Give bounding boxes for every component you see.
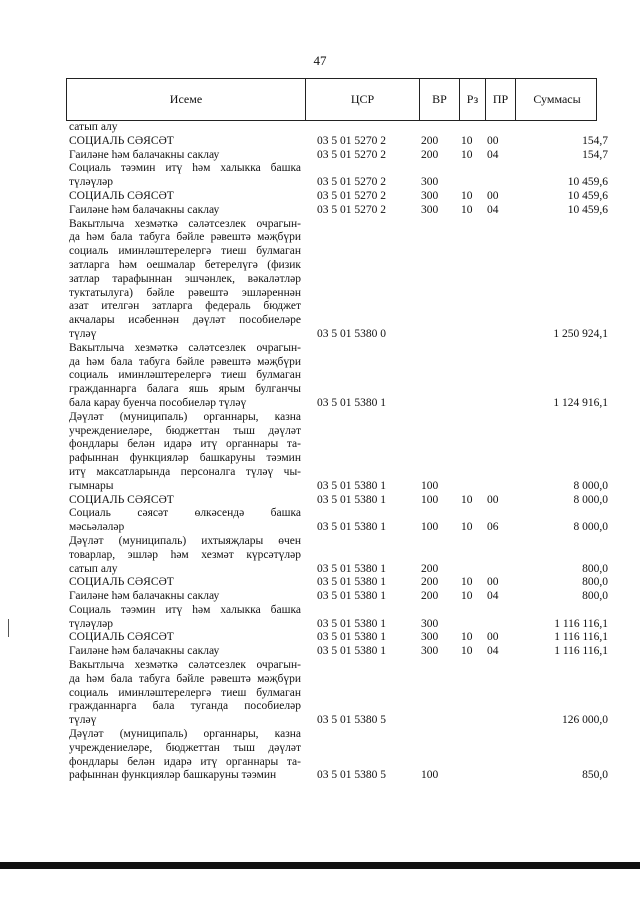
row-csr: 03 5 01 5380 1 <box>317 521 386 534</box>
row-name-line: гражданнарга балага яшь ярым булганчы <box>69 383 301 396</box>
row-name-line: Вакытлыча хезмәткә сәләтсезлек очрагын- <box>69 341 301 354</box>
row-name-line: фондлары белән идарә итү органнары та- <box>69 438 301 451</box>
row-name <box>69 494 301 508</box>
row-sum: 10 459,6 <box>567 176 608 189</box>
row-name-line: Дәүләт (муниципаль) органнары, казна <box>69 410 301 423</box>
row-rz: 10 <box>461 493 473 506</box>
row-sum: 8 000,0 <box>573 479 608 492</box>
row-name-line: Гаиләне һәм балачакны саклау <box>69 590 220 603</box>
row-name <box>69 535 301 576</box>
row-pr: 04 <box>487 203 499 216</box>
row-vr <box>421 328 461 342</box>
row-csr: 03 5 01 5270 2 <box>317 148 386 161</box>
row-csr: 03 5 01 5270 2 <box>317 134 386 147</box>
row-name-line: Гаиләне һәм балачакны саклау <box>69 148 220 161</box>
row-pr: 04 <box>487 645 499 658</box>
row-vr: 100 <box>421 521 439 534</box>
row-csr: 03 5 01 5380 5 <box>317 769 386 782</box>
row-name <box>69 218 301 342</box>
row-name <box>69 121 301 135</box>
table-row <box>0 631 640 645</box>
row-pr <box>487 563 517 577</box>
row-csr: 03 5 01 5270 2 <box>317 203 386 216</box>
row-name <box>69 411 301 494</box>
row-rz: 10 <box>461 203 473 216</box>
row-name-line: Социаль тәэмин итү һәм халыкка башка <box>69 603 301 616</box>
header-vr: ВР <box>419 79 459 120</box>
row-name <box>69 728 301 783</box>
row-rz <box>461 328 487 342</box>
row-rz: 10 <box>461 148 473 161</box>
row-vr <box>421 397 461 411</box>
row-name-line: СОЦИАЛЬ СӘЯСӘТ <box>69 493 174 506</box>
header-name: Исеме <box>169 92 203 106</box>
header-csr: ЦСР <box>305 79 419 120</box>
row-name-line: учреждениеләре, бюджеттан тыш дәүләт <box>69 424 301 437</box>
row-name-line: Дәүләт (муниципаль) ихтыяҗлары өчен <box>69 534 301 547</box>
row-name-line: СОЦИАЛЬ СӘЯСӘТ <box>69 134 174 147</box>
row-name-line: да һәм бала табуга бәйле рәвештә мәҗбүри <box>69 672 301 685</box>
row-vr: 300 <box>421 645 439 658</box>
row-vr: 300 <box>421 189 439 202</box>
table-row <box>0 190 640 204</box>
scan-bottom-band <box>0 862 640 869</box>
row-pr: 06 <box>487 521 499 534</box>
row-name-line: Дәүләт (муниципаль) органнары, казна <box>69 728 301 741</box>
row-csr: 03 5 01 5380 1 <box>317 645 386 658</box>
row-name <box>69 342 301 411</box>
row-name-line: сатып алу <box>69 121 118 133</box>
table-row <box>0 411 640 494</box>
table-row <box>0 342 640 411</box>
table-row <box>0 659 640 728</box>
table-row <box>0 149 640 163</box>
table-row <box>0 645 640 659</box>
row-csr: 03 5 01 5270 2 <box>317 189 386 202</box>
page-number: 47 <box>313 53 327 68</box>
row-name-line: да һәм бала табуга бәйле рәвештә мәҗбүри <box>69 355 301 368</box>
row-sum: 1 250 924,1 <box>553 327 608 340</box>
row-pr <box>487 480 517 494</box>
row-sum: 1 116 116,1 <box>554 617 608 630</box>
row-name-line: итү максатларында персоналга түләү чы- <box>69 465 301 478</box>
row-rz: 10 <box>461 576 473 589</box>
row-name-line: гымнары <box>69 479 114 492</box>
table-row <box>0 204 640 218</box>
row-name-line: учреждениеләре, бюджеттан тыш дәүләт <box>69 741 301 754</box>
header-rz: Рз <box>459 79 485 120</box>
row-csr: 03 5 01 5380 1 <box>317 493 386 506</box>
row-rz: 10 <box>461 631 473 644</box>
row-name-line: фондлары белән идарә итү органнары та- <box>69 755 301 768</box>
row-sum: 10 459,6 <box>567 189 608 202</box>
row-name-line: бала карау буенча пособиеләр түләү <box>69 396 247 409</box>
row-name-line: СОЦИАЛЬ СӘЯСӘТ <box>69 631 174 644</box>
row-vr: 100 <box>421 493 439 506</box>
row-rz <box>461 176 487 190</box>
row-rz <box>461 769 487 783</box>
row-csr: 03 5 01 5380 0 <box>317 327 386 340</box>
table-row <box>0 590 640 604</box>
row-name <box>69 135 301 149</box>
row-name-line: социаль иминләштерелергә тиеш булмаган <box>69 369 301 382</box>
row-pr <box>487 397 517 411</box>
table-row <box>0 728 640 783</box>
row-pr: 00 <box>487 134 499 147</box>
row-name-line: гражданнарга бала туганда пособиеләр <box>69 700 301 713</box>
row-rz: 10 <box>461 134 473 147</box>
row-rz: 10 <box>461 521 473 534</box>
row-sum: 800,0 <box>582 576 608 589</box>
row-sum: 800,0 <box>582 590 608 603</box>
row-sum: 850,0 <box>582 769 608 782</box>
row-sum: 8 000,0 <box>573 493 608 506</box>
row-csr: 03 5 01 5380 1 <box>317 631 386 644</box>
row-sum: 1 116 116,1 <box>554 631 608 644</box>
row-vr: 300 <box>421 617 439 630</box>
row-name-line: түләүләр <box>69 617 113 630</box>
table-row <box>0 576 640 590</box>
row-pr <box>487 769 517 783</box>
row-rz <box>461 563 487 577</box>
table-row <box>0 507 640 535</box>
row-vr: 200 <box>421 134 439 147</box>
row-name-line: азат ителгән затларга федераль бюджет <box>69 300 301 313</box>
table-body <box>0 121 640 783</box>
row-rz: 10 <box>461 189 473 202</box>
row-vr: 300 <box>421 631 439 644</box>
row-rz <box>461 618 487 632</box>
row-name-line: рафыннан функцияләр башкаруны тәэмин <box>69 452 301 465</box>
row-vr: 100 <box>421 769 439 782</box>
row-name <box>69 590 301 604</box>
row-name-line: түләү <box>69 327 97 340</box>
row-sum: 1 124 916,1 <box>553 396 608 409</box>
row-vr: 100 <box>421 479 439 492</box>
row-vr: 200 <box>421 590 439 603</box>
row-csr: 03 5 01 5380 1 <box>317 617 386 630</box>
table-row <box>0 604 640 632</box>
row-name-line: да һәм бала табуга бәйле рәвештә мәҗбүри <box>69 231 301 244</box>
row-sum: 154,7 <box>582 148 608 161</box>
row-rz <box>461 397 487 411</box>
row-rz <box>461 714 487 728</box>
row-csr: 03 5 01 5380 1 <box>317 479 386 492</box>
row-sum: 800,0 <box>582 562 608 575</box>
row-sum: 8 000,0 <box>573 521 608 534</box>
row-pr <box>487 714 517 728</box>
row-csr: 03 5 01 5380 1 <box>317 396 386 409</box>
row-pr: 00 <box>487 576 499 589</box>
row-rz: 10 <box>461 645 473 658</box>
header-pr: ПР <box>485 79 515 120</box>
row-pr <box>487 328 517 342</box>
row-name-line: Социаль сәясәт өлкәсендә башка <box>69 507 301 520</box>
row-name <box>69 149 301 163</box>
table-header <box>66 78 597 121</box>
row-name <box>69 631 301 645</box>
row-rz: 10 <box>461 590 473 603</box>
row-name-line: социаль иминләштерелергә тиеш булмаган <box>69 686 301 699</box>
row-name <box>69 204 301 218</box>
row-vr: 300 <box>421 176 439 189</box>
row-vr: 200 <box>421 148 439 161</box>
row-name-line: Гаиләне һәм балачакны саклау <box>69 203 220 216</box>
table-row <box>0 218 640 342</box>
row-name-line: Вакытлыча хезмәткә сәләтсезлек очрагын- <box>69 217 301 230</box>
margin-mark <box>8 619 9 637</box>
row-name-line: акчалары исәбеннән дәүләт пособиеләре <box>69 314 301 327</box>
row-name-line: СОЦИАЛЬ СӘЯСӘТ <box>69 189 174 202</box>
table-row <box>0 135 640 149</box>
row-sum: 10 459,6 <box>567 203 608 216</box>
row-name-line: товарлар, эшләр һәм хезмәт күрсәтүләр <box>69 548 301 561</box>
row-name <box>69 659 301 728</box>
row-rz <box>461 480 487 494</box>
row-pr: 04 <box>487 148 499 161</box>
row-pr: 00 <box>487 631 499 644</box>
row-vr: 200 <box>421 576 439 589</box>
row-name <box>69 162 301 190</box>
row-name-line: СОЦИАЛЬ СӘЯСӘТ <box>69 576 174 589</box>
row-name-line: туктатылуга) бәйле рәвештә эшләреннән <box>69 286 301 299</box>
row-csr: 03 5 01 5270 2 <box>317 176 386 189</box>
row-pr: 04 <box>487 590 499 603</box>
row-name-line: затлар тарафыннан эшчәнлек, вәкаләтләр <box>69 272 301 285</box>
row-vr: 200 <box>421 562 439 575</box>
row-name-line: Вакытлыча хезмәткә сәләтсезлек очрагын- <box>69 659 301 672</box>
row-name-line: сатып алу <box>69 562 118 575</box>
row-sum: 154,7 <box>582 134 608 147</box>
row-csr: 03 5 01 5380 1 <box>317 576 386 589</box>
row-name <box>69 576 301 590</box>
table-row <box>0 121 640 135</box>
row-name-line: түләүләр <box>69 176 113 189</box>
header-sum: Суммасы <box>515 79 598 120</box>
row-name <box>69 507 301 535</box>
row-name <box>69 645 301 659</box>
row-pr <box>487 176 517 190</box>
row-name-line: рафыннан функцияләр башкаруны тәэмин <box>69 769 277 782</box>
row-name <box>69 604 301 632</box>
row-pr: 00 <box>487 493 499 506</box>
row-sum: 126 000,0 <box>562 714 608 727</box>
row-csr: 03 5 01 5380 1 <box>317 562 386 575</box>
row-vr: 300 <box>421 203 439 216</box>
row-name-line: социаль иминләштерелергә тиеш булмаган <box>69 245 301 258</box>
row-pr: 00 <box>487 189 499 202</box>
row-name-line: затларга һәм оешмалар бетерелүгә (физик <box>69 258 301 271</box>
row-pr <box>487 618 517 632</box>
row-sum: 1 116 116,1 <box>554 645 608 658</box>
table-row <box>0 494 640 508</box>
row-name-line: түләү <box>69 714 97 727</box>
row-vr <box>421 714 461 728</box>
row-name-line: Гаиләне һәм балачакны саклау <box>69 645 220 658</box>
table-row <box>0 162 640 190</box>
row-name <box>69 190 301 204</box>
row-name-line: мәсьәләләр <box>69 521 125 534</box>
row-csr: 03 5 01 5380 5 <box>317 714 386 727</box>
row-name-line: Социаль тәэмин итү һәм халыкка башка <box>69 162 301 175</box>
table-row <box>0 535 640 576</box>
row-csr: 03 5 01 5380 1 <box>317 590 386 603</box>
